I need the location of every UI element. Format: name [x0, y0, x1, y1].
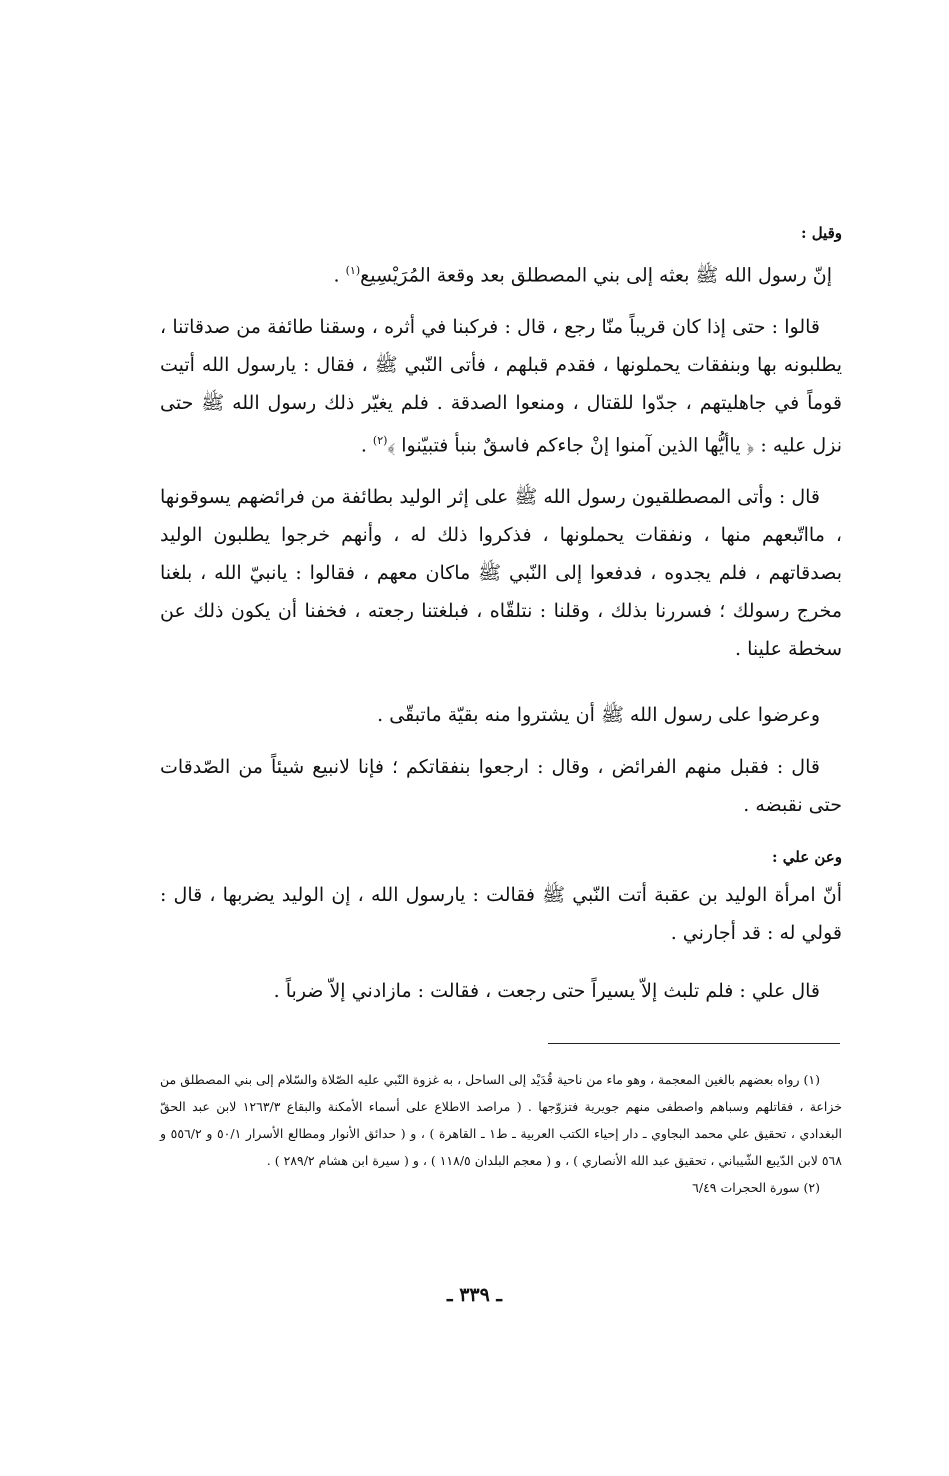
section-line-end: . [333, 264, 346, 287]
footnote-2-text: (٢) سورة الحجرات ٦/٤٩ [692, 1180, 820, 1195]
section-heading: وقيل : [800, 224, 842, 242]
paragraph-5-text: قال علي : فلم تلبث إلاّ يسيراً حتى رجعت ، فقالت : مازادني إلاّ ضرباً . [273, 980, 820, 1002]
page-number: ـ ٣٣٩ ـ [447, 1284, 502, 1306]
section-said [160, 222, 842, 294]
section-ali-text: أنّ امرأة الوليد بن عقبة أتت النّبي ﷺ فقالت : يارسول الله ، إن الوليد يضربها ، قال : قولي له : قد أجارني . [160, 884, 842, 944]
paragraph-1-body: قالوا : حتى إذا كان قريباً منّا رجع ، قال : فركبنا في أثره ، وسقنا طائفة من صدقاتنا ، يطلبونه بها وبنفقات يحملونها ، فقدم قبلهم ، فأتى النّبي ﷺ ، فقال : يارسول الله أتيت قوماً في جاهليتهم ، جدّوا للقتال ، ومنعوا الصدقة . فلم يغيّر ذلك رسول الله ﷺ حتى نزل عليه : ﴿ ياأيُّها الذين آمنوا إنْ جاءكم فاسقٌ بنبأ فتبيّنوا ﴾ [160, 316, 842, 457]
section-line [160, 252, 842, 294]
paragraph-1 [160, 308, 842, 464]
footnote-divider [548, 1043, 840, 1044]
footnote-ref-1[interactable]: (١) [345, 264, 361, 277]
footnotes [160, 1066, 842, 1201]
paragraph-3 [160, 696, 842, 734]
paragraph-1-text [160, 308, 842, 464]
footnote-1-text: (١) رواه بعضهم بالغين المعجمة ، وهو ماء من ناحية قُدَيْد إلى الساحل ، به غزوة النّبي عليه الصّلاة والسّلام إلى بني المصطلق من خزاعة ، فقاتلهم وسباهم واصطفى منهم جويرية فتزوّجها . ( مراصد الاطلاع على أسماء الأمكنة والبقاع ١٢٦٣/٣ لابن عبد الحقّ البغدادي ، تحقيق علي محمد البجاوي ـ دار إحياء الكتب العربية ـ ط١ ـ القاهرة ) ، و ( حدائق الأنوار ومطالع الأسرار ٥٠/١ و ٥٥٦/٢ و ٥٦٨ لابن الدّيبع الشّيباني ، تحقيق عبد الله الأنصاري ) ، و ( معجم البلدان ١١٨/٥ ) ، و ( سيرة ابن هشام ٢٨٩/٢ ) . [160, 1072, 842, 1168]
paragraph-2 [160, 478, 842, 668]
footnote-ref-2[interactable]: (٢) [372, 434, 388, 447]
paragraph-4-text: قال : فقبل منهم الفرائض ، وقال : ارجعوا بنفقاتكم ؛ فإنا لانبيع شيئاً من الصّدقات حتى نقبضه . [160, 756, 842, 816]
section-heading: وعن علي : [771, 848, 842, 866]
paragraph-1-end: . [360, 434, 373, 457]
paragraph-3-text: وعرضوا على رسول الله ﷺ أن يشتروا منه بقيّة ماتبقّى . [377, 704, 820, 726]
section-line-text: إنّ رسول الله ﷺ بعثه إلى بني المصطلق بعد وقعة المُرَيْسِيع [360, 264, 832, 287]
section-ali [160, 846, 842, 952]
paragraph-5 [160, 972, 842, 1010]
footnote-2 [160, 1174, 842, 1201]
paragraph-4 [160, 748, 842, 824]
footnote-1 [160, 1066, 842, 1174]
paragraph-2-text: قال : وأتى المصطلقيون رسول الله ﷺ على إثر الوليد بطائفة من فرائضهم يسوقونها ، مااتّبعهم منها ، ونفقات يحملونها ، فذكروا ذلك له ، وأنهم خرجوا يطلبون الوليد بصدقاتهم ، فلم يجدوه ، فدفعوا إلى النّبي ﷺ ماكان معهم ، فقالوا : يانبيّ الله ، بلغنا مخرج رسولك ؛ فسررنا بذلك ، وقلنا : نتلقّاه ، فبلغتنا رجعته ، فخفنا أن يكون ذلك عن سخطة علينا . [160, 486, 842, 660]
